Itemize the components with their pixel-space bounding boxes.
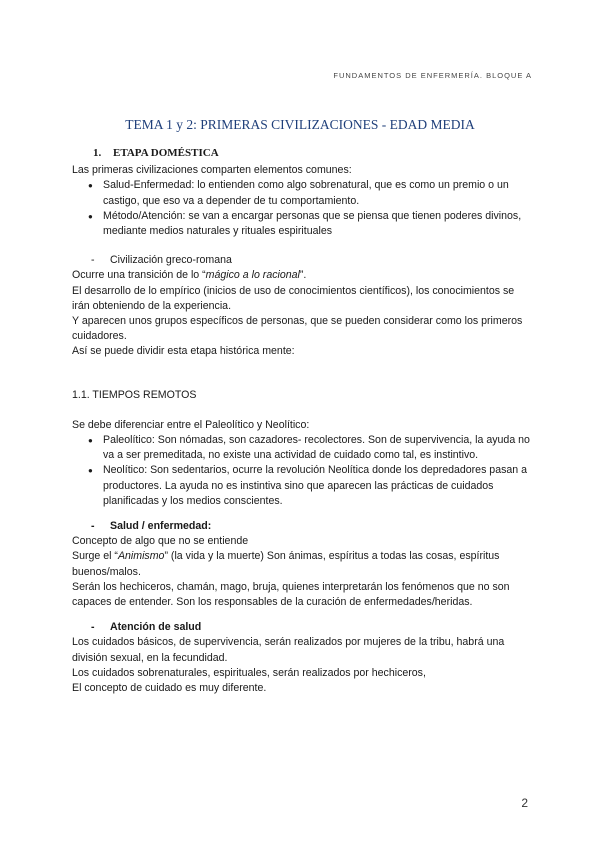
paragraph: El desarrollo de lo empírico (inicios de uso de conocimientos científicos), los conocimientos se irán obteniendo de la experiencia. [72, 284, 515, 312]
paragraph: Serán los hechiceros, chamán, mago, bruja, quienes interpretarán los fenómenos que no son capaces de entender. Son los responsables de la curación de enfermedades/heridas. [72, 580, 510, 609]
subheading-greco-romana: - Civilización greco-romana [72, 253, 532, 268]
document-title: TEMA 1 y 2: PRIMERAS CIVILIZACIONES - EDAD MEDIA [125, 117, 475, 132]
paragraph: Así se puede dividir esta etapa histórica mente: [72, 345, 295, 358]
paragraph: Los cuidados sobrenaturales, espirituales, serán realizados por hechiceros, [72, 666, 426, 679]
emphasis-text: Animismo [117, 550, 165, 563]
list-item: ● Paleolítico: Son nómadas, son cazadores- recolectores. Son de supervivencia, la ayuda no va a ser premeditada, no existe una actividad de cuidado como tal, es instintivo. [72, 433, 532, 463]
bullet-list [72, 433, 532, 509]
list-item: ● Neolítico: Son sedentarios, ocurre la revolución Neolítica donde los depredadores pasan a productores. La ayuda no es instintiva sino que aparecen las prácticas de cuidados planificadas y los medios conscientes. [72, 463, 532, 509]
section-heading-tiempos-remotos: 1.1. TIEMPOS REMOTOS [72, 388, 197, 401]
document-body [72, 146, 532, 696]
section-number: 1. [93, 147, 102, 159]
page-number: 2 [521, 796, 528, 810]
paragraph: Ocurre una transición de lo “mágico a lo racional”. [72, 269, 307, 282]
bullet-list [72, 178, 532, 239]
list-item: ● Método/Atención: se van a encargar personas que se piensa que tienen poderes divinos, mediante medios naturales y rituales espirituales [72, 209, 532, 239]
paragraph: El concepto de cuidado es muy diferente. [72, 682, 267, 695]
subheading-atencion-de-salud: - Atención de salud [72, 620, 532, 635]
paragraph: Los cuidados básicos, de supervivencia, serán realizados por mujeres de la tribu, habrá una división sexual, en la fecundidad. [72, 636, 505, 664]
section-intro: Se debe diferenciar entre el Paleolítico y Neolítico: [72, 418, 310, 431]
paragraph: Concepto de algo que no se entiende [72, 535, 249, 548]
running-header: FUNDAMENTOS DE ENFERMERÍA. BLOQUE A [333, 71, 532, 80]
section-intro: Las primeras civilizaciones comparten elementos comunes: [72, 164, 352, 177]
paragraph: Surge el “Animismo” (la vida y la muerte) Son ánimas, espíritus a todas las cosas, espíritus buenos/malos. [72, 550, 500, 578]
emphasis-text: mágico a lo racional [205, 269, 300, 282]
section-title: ETAPA DOMÉSTICA [113, 147, 219, 159]
section-heading-etapa-domestica [93, 146, 532, 161]
list-item: ● Salud-Enfermedad: lo entienden como algo sobrenatural, que es como un premio o un castigo, que eso va a depender de tu comportamiento. [72, 178, 532, 208]
subheading-salud-enfermedad: - Salud / enfermedad: [72, 519, 532, 534]
paragraph: Y aparecen unos grupos específicos de personas, que se pueden considerar como los primeros cuidadores. [72, 315, 523, 343]
